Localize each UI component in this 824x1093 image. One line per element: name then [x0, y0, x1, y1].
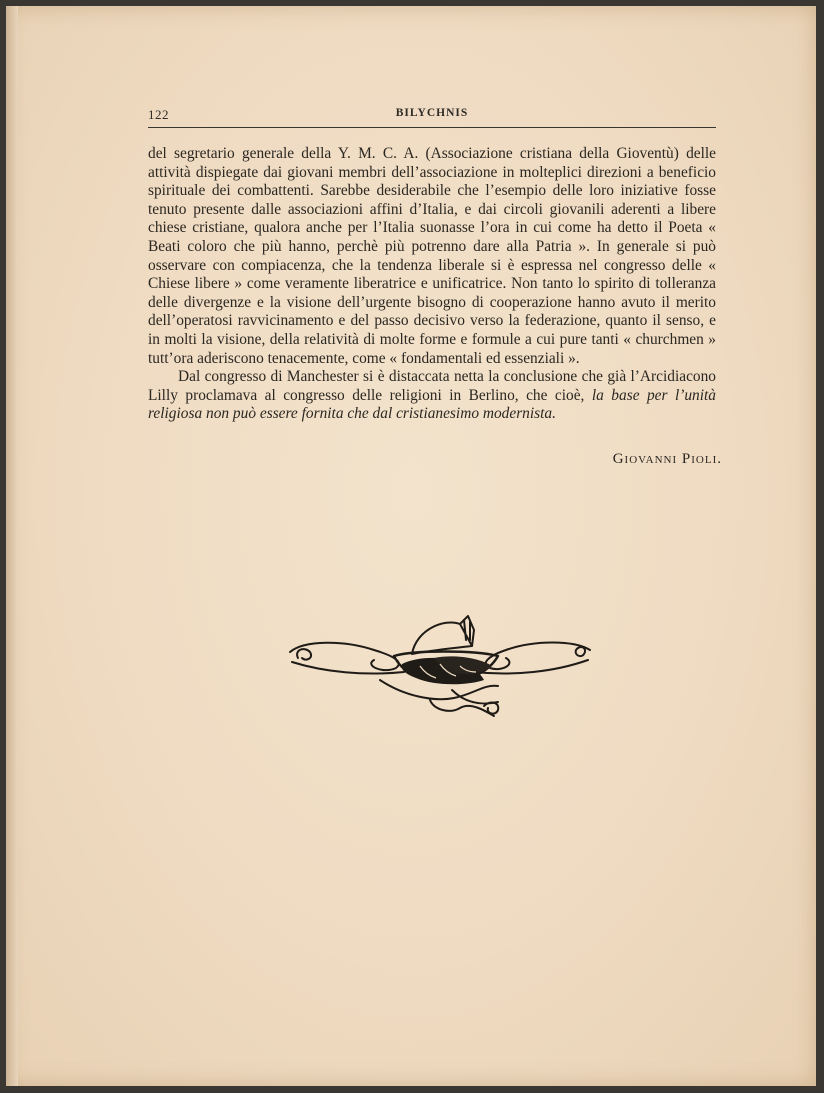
page-number: 122 [148, 107, 169, 122]
page-header [148, 104, 716, 126]
italic-conclusion: la base per l’unità religiosa non può essere fornita che dal cristianesimo modernista. [148, 386, 717, 423]
author-signature: Giovanni Pioli. [612, 451, 722, 467]
ship-on-waves-vignette-icon [284, 610, 596, 722]
running-head: BILYCHNIS [395, 107, 469, 119]
paragraph: del segretario generale della Y. M. C. A. (Associazione cristiana della Gioventù) delle attività dispiegate dai giovani membri dell’associazione in molteplici direzioni a beneficio spirituale dei combattenti. Sarebbe desiderabile che l’esempio delle loro iniziative fosse tenuto presente dalle associazioni affini d’Italia, e dai circoli giovanili aderenti a libere chiese cristiane, qualora anche per l’Italia suonasse l’ora in cui come ha detto il Poeta « Beati coloro che più hanno, perchè più potrenno dare alla Patria ». In generale si può osservare con compiacenza, che la tendenza liberale si è espressa nel congresso delle « Chiese libere » come veramente liberatrice e unificatrice. Non tanto lo spirito di tolleranza delle divergenze e la visione dell’urgente bisogno di cooperazione hanno avuto il merito dell’operatosi ravvicinamento e del passo decisivo verso la federazione, quanto il senso, e in molti la visione, della relatività di molte forme e formule a cui pure tanti « churchmen » tutt’ora aderiscono tenacemente, come « fondamentali ed essenziali ». [148, 145, 716, 367]
paragraph [148, 368, 716, 424]
header-rule [148, 127, 716, 128]
article-body [148, 145, 716, 424]
paragraph-text: Dal congresso di Manchester si è distaccata netta la conclusione che già l’Arcidiacono Lilly proclamava al congresso delle religioni in Berlino, che cioè, [148, 368, 716, 404]
page-binding-edge [6, 6, 18, 1086]
